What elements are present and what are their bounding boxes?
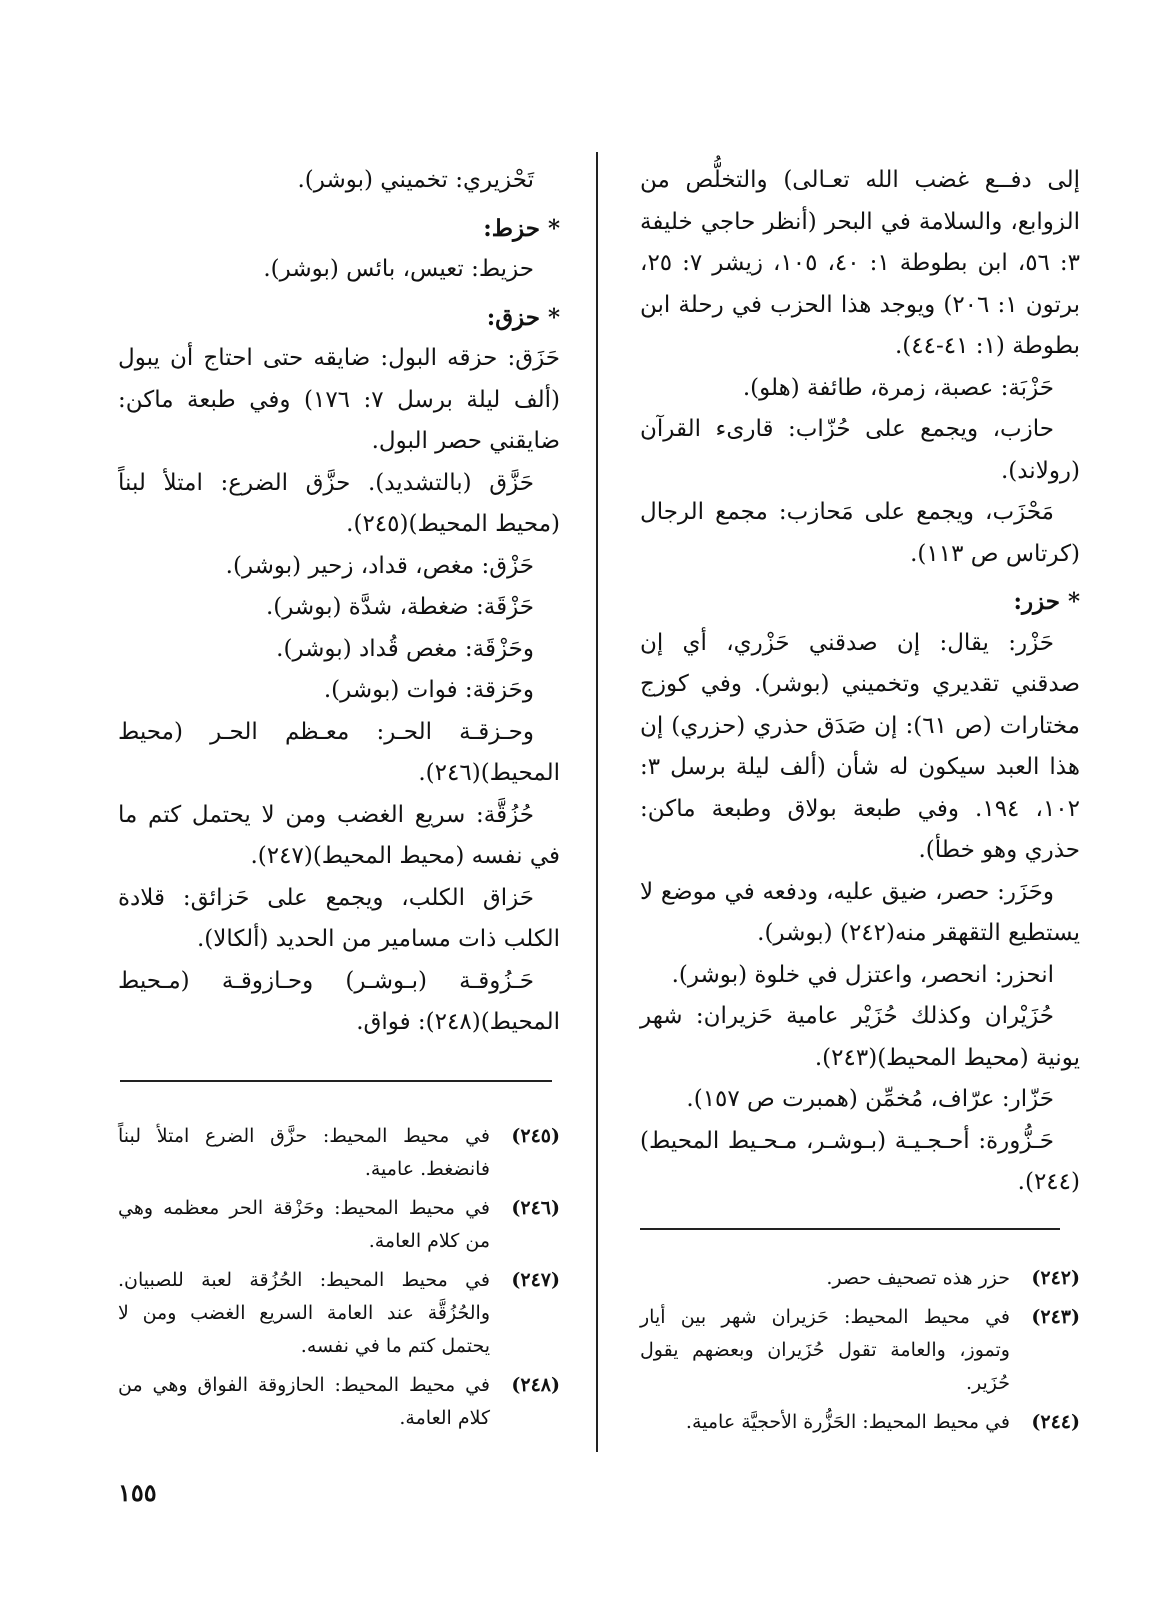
entry-wahazar: وحَزَر: حصر، ضيق عليه، ودفعه في موضع لا يستطيع التقهقر منه(٢٤٢) (بوشر).	[640, 878, 1080, 946]
entry-hazr: حَزْر: يقال: إن صدقني حَزْري، أي إن صدقني تقديري وتخميني (بوشر). وفي كوزج مختارات (ص ٦١): إن صَدَق حذري (حزري) إن هذا العبد سيكون له شأن (ألف ليلة برسل ٣: ١٠٢، ١٩٤. وفي طبعة بولاق وطبعة ماكن: حذري وهو خطأ).	[640, 629, 1081, 863]
footnote	[118, 1369, 560, 1435]
right-column	[640, 160, 1080, 1204]
footnote	[640, 1406, 1080, 1439]
footnote-text: في محيط المحيط: وحَزْقة الحر معظمه وهي من كلام العامة.	[118, 1197, 490, 1252]
footnote	[640, 1262, 1080, 1295]
entry-hazit: حزيط: تعيس، بائس (بوشر).	[263, 256, 534, 282]
entry-huzuqqa: حُزُقَّة: سريع الغضب ومن لا يحتمل كتم ما في نفسه (محيط المحيط)(٢٤٧).	[118, 801, 560, 869]
footnote	[118, 1120, 560, 1186]
section-heading-hazq: * حزق:	[486, 303, 560, 331]
footnote-text: حزر هذه تصحيف حصر.	[826, 1267, 1010, 1289]
entry-hazqa-3: وحَزقة: فوات (بوشر).	[323, 677, 534, 703]
entry-hazq: حَزْق: مغص، قداد، زحير (بوشر).	[225, 552, 534, 579]
footnote-text: في محيط المحيط: الحُزُقة لعبة للصبيان. والحُزُقَّة عند العامة السريع الغضب ومن لا يحتمل كتم ما في نفسه.	[118, 1269, 490, 1357]
entry-hazqa-2: وحَزْقَة: مغص قُداد (بوشر).	[276, 635, 534, 662]
footnote	[118, 1264, 560, 1363]
footnote-rule-left	[120, 1080, 552, 1082]
left-column	[118, 160, 560, 1044]
footnote-rule-right	[640, 1228, 1060, 1230]
text-paragraph: إلى دفــع غضب الله تعـالى) والتخلُّص من الزوابع، والسلامة في البحر (أنظر حاجي خليفة ٣: ٥٦، ابن بطوطة ١: ٤٠، ١٠٥، زيشر ٧: ٢٥، برتون ١: ٢٠٦) ويوجد هذا الحزب في رحلة ابن بطوطة (١: ٤١-٤٤).	[640, 167, 1081, 359]
footnote-text: في محيط المحيط: حزَّق الضرع امتلأ لبناً فانضغط. عامية.	[118, 1125, 490, 1180]
entry-huzayran: حُزَيْران وكذلك حُزَيْر عامية حَزيران: شهر يونية (محيط المحيط)(٢٤٣).	[640, 1003, 1080, 1071]
footnote-text: في محيط المحيط: حَزيران شهر بين أيار وتموز، والعامة تقول حُزَيران وبعضهم يقول حُزَير.	[640, 1306, 1010, 1394]
footnote-number: (٢٤٢)	[1031, 1267, 1080, 1289]
column-divider	[596, 152, 598, 1452]
section-heading-hazr: * حزر:	[1013, 588, 1080, 615]
entry-inhazar: انحزر: انحصر، واعتزل في خلوة (بوشر).	[671, 961, 1054, 988]
entry-hazqa-1: حَزْقَة: ضغطة، شدَّة (بوشر).	[265, 594, 534, 620]
footnote-number: (٢٤٦)	[511, 1197, 560, 1219]
entry-tahziri: تَحْزيري: تخميني (بوشر).	[297, 167, 534, 193]
footnote-text: في محيط المحيط: الحَزُّرة الأحجيَّة عامية.	[685, 1411, 1010, 1433]
footnote-number: (٢٤٨)	[511, 1374, 560, 1396]
footnote-number: (٢٤٣)	[1031, 1306, 1080, 1328]
footnote-text: في محيط المحيط: الحازوقة الفواق وهي من كلام العامة.	[118, 1374, 490, 1429]
entry-hazzaq: حَزَّق (بالتشديد). حزَّق الضرع: امتلأ لبناً (محيط المحيط)(٢٤٥).	[118, 469, 560, 537]
entry-hizba: حَزْبَة: عصبة، زمرة، طائفة (هلو).	[742, 374, 1054, 401]
footnotes-right	[640, 1262, 1080, 1445]
entry-hazqat-alharr: وحـزقـة الحـر: معـظم الحـر (محيط المحيط)(٢٤٦).	[118, 718, 560, 786]
footnotes-left	[118, 1120, 560, 1441]
entry-hazzar: حَزّار: عرّاف، مُخمِّن (همبرت ص ١٥٧).	[686, 1086, 1054, 1112]
footnote-number: (٢٤٥)	[511, 1125, 560, 1147]
entry-hazuqa: حَـزُوقـة (بـوشـر) وحـازوقـة (مـحيط المحيط)(٢٤٨): فواق.	[118, 967, 560, 1035]
footnote-number: (٢٤٧)	[511, 1269, 560, 1291]
entry-mahzab: مَحْزَب، ويجمع على مَحازب: مجمع الرجال (كرتاس ص ١١٣).	[640, 499, 1080, 567]
footnote	[640, 1301, 1080, 1400]
entry-hazib: حازب، ويجمع على حُزّاب: قارىء القرآن (رولاند).	[640, 416, 1080, 484]
section-heading-hazt: * حزط:	[483, 214, 560, 242]
entry-hazzura: حَـزُّورة: أحـجـيـة (بـوشـر، مـحـيط المحيط)(٢٤٤).	[640, 1127, 1080, 1195]
entry-hazaq-alkalb: حَزاق الكلب، ويجمع على حَزائق: قلادة الكلب ذات مسامير من الحديد (ألكالا).	[118, 884, 560, 952]
page-number: ١٥٥	[118, 1478, 157, 1507]
footnote-number: (٢٤٤)	[1031, 1411, 1080, 1433]
footnote	[118, 1192, 560, 1258]
entry-hazaq: حَزَق: حزقه البول: ضايقه حتى احتاج أن يبول (ألف ليلة برسل ٧: ١٧٦) وفي طبعة ماكن: ضايقني حصر البول.	[118, 345, 560, 454]
